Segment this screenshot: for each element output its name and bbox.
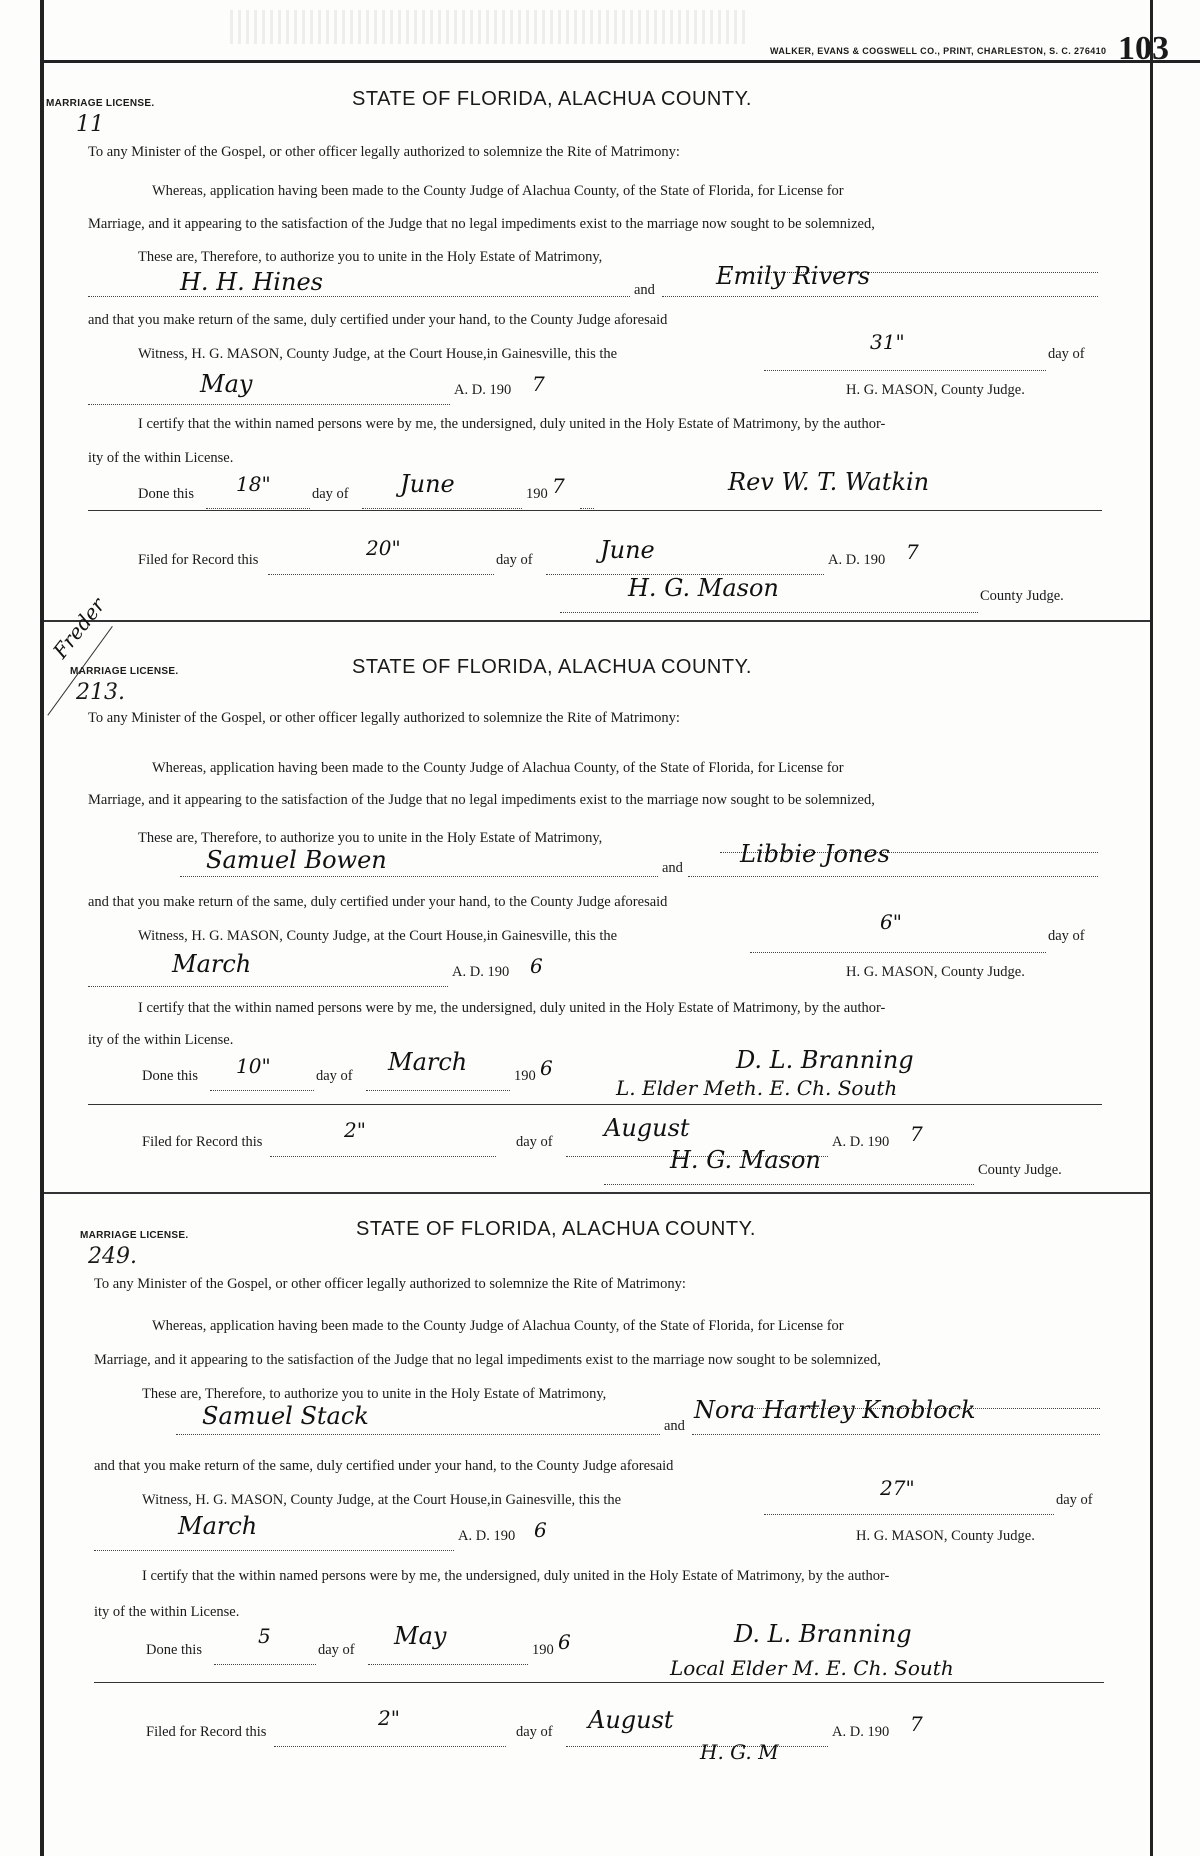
license-number: 213. bbox=[76, 680, 125, 705]
salutation: To any Minister of the Gospel, or other officer legally authorized to solemnize the Rite of Matrimony: bbox=[94, 1276, 686, 1292]
bride-name: Libbie Jones bbox=[740, 840, 890, 868]
done-year: 7 bbox=[552, 474, 565, 498]
witness-line: Witness, H. G. MASON, County Judge, at the Court House,in Gainesville, this the bbox=[138, 346, 618, 362]
printer-imprint: WALKER, EVANS & COGSWELL CO., PRINT, CHARLESTON, S. C. 276410 bbox=[770, 46, 1107, 56]
done-year: 6 bbox=[558, 1630, 571, 1654]
done-month-line bbox=[368, 1644, 528, 1665]
certify-line-2: ity of the within License. bbox=[94, 1604, 240, 1620]
and-label: and bbox=[662, 860, 683, 876]
license-label: MARRIAGE LICENSE. bbox=[46, 98, 155, 109]
witness-line: Witness, H. G. MASON, County Judge, at the Court House,in Gainesville, this the bbox=[142, 1492, 622, 1508]
witness-day: 6" bbox=[880, 910, 902, 934]
license-label: MARRIAGE LICENSE. bbox=[80, 1230, 189, 1241]
officiant-signature: D. L. Branning bbox=[734, 1620, 912, 1648]
header-rule bbox=[40, 60, 1200, 63]
filed-month: June bbox=[600, 536, 655, 564]
filed-day-of-label: day of bbox=[516, 1724, 553, 1740]
state-title: STATE OF FLORIDA, ALACHUA COUNTY. bbox=[352, 656, 752, 678]
left-border bbox=[40, 0, 44, 1856]
scan-noise bbox=[230, 10, 750, 44]
right-border bbox=[1150, 0, 1153, 1856]
return-line: and that you make return of the same, duly certified under your hand, to the County Judge aforesaid bbox=[88, 894, 668, 910]
done-year-label: 190 bbox=[532, 1642, 554, 1658]
ad-label: A. D. 190 bbox=[458, 1528, 516, 1544]
done-year-label: 190 bbox=[514, 1068, 536, 1084]
officiant-signature: D. L. Branning bbox=[736, 1046, 914, 1074]
ad-label: A. D. 190 bbox=[452, 964, 510, 980]
done-day: 5 bbox=[258, 1624, 271, 1648]
margin-note: Freder bbox=[48, 593, 110, 663]
filed-signature: H. G. Mason bbox=[670, 1146, 821, 1174]
filed-day: 2" bbox=[344, 1118, 366, 1142]
filed-ad-label: A. D. 190 bbox=[828, 552, 886, 568]
day-of-label: day of bbox=[1056, 1492, 1093, 1508]
and-label: and bbox=[664, 1418, 685, 1434]
certify-line-1: I certify that the within named persons were by me, the undersigned, duly united in the Holy Estate of Matrimony, by the author- bbox=[138, 1000, 886, 1016]
certify-line-1: I certify that the within named persons were by me, the undersigned, duly united in the Holy Estate of Matrimony, by the author- bbox=[142, 1568, 890, 1584]
therefore-line: These are, Therefore, to authorize you to unite in the Holy Estate of Matrimony, bbox=[138, 249, 603, 265]
groom-line bbox=[88, 276, 630, 297]
filed-day: 20" bbox=[366, 536, 401, 560]
officiant-signature: Rev W. T. Watkin bbox=[728, 468, 930, 496]
therefore-line: These are, Therefore, to authorize you to unite in the Holy Estate of Matrimony, bbox=[138, 830, 603, 846]
salutation: To any Minister of the Gospel, or other officer legally authorized to solemnize the Rite of Matrimony: bbox=[88, 710, 680, 726]
filed-signature: H. G. Mason bbox=[628, 574, 779, 602]
done-rule bbox=[88, 510, 1102, 511]
filed-day-line bbox=[270, 1136, 496, 1157]
done-month: March bbox=[388, 1048, 468, 1076]
done-day: 18" bbox=[236, 472, 271, 496]
county-judge-printed: H. G. MASON, County Judge. bbox=[846, 382, 1025, 398]
witness-month-line bbox=[88, 384, 450, 405]
witness-day-line bbox=[764, 350, 1046, 371]
therefore-line: These are, Therefore, to authorize you to unite in the Holy Estate of Matrimony, bbox=[142, 1386, 607, 1402]
filed-label: Filed for Record this bbox=[142, 1134, 263, 1150]
page-number: 103 bbox=[1118, 30, 1169, 67]
filed-month-line bbox=[546, 554, 824, 575]
bride-name: Emily Rivers bbox=[716, 262, 871, 290]
license-number: 249. bbox=[88, 1244, 137, 1269]
whereas-line-1: Whereas, application having been made to the County Judge of Alachua County, of the State of Florida, for License for bbox=[152, 183, 844, 199]
done-this-label: Done this bbox=[142, 1068, 198, 1084]
whereas-line-2: Marriage, and it appearing to the satisfaction of the Judge that no legal impediments exist to the marriage now sought to be solemnized, bbox=[88, 216, 875, 232]
license-label: MARRIAGE LICENSE. bbox=[70, 666, 179, 677]
witness-month-line bbox=[88, 966, 448, 987]
whereas-line-2: Marriage, and it appearing to the satisfaction of the Judge that no legal impediments exist to the marriage now sought to be solemnized, bbox=[88, 792, 875, 808]
witness-month: May bbox=[200, 370, 253, 398]
done-month: June bbox=[400, 470, 455, 498]
salutation: To any Minister of the Gospel, or other officer legally authorized to solemnize the Rite of Matrimony: bbox=[88, 144, 680, 160]
state-title: STATE OF FLORIDA, ALACHUA COUNTY. bbox=[352, 88, 752, 110]
witness-day: 31" bbox=[870, 330, 905, 354]
certify-line-1: I certify that the within named persons were by me, the undersigned, duly united in the Holy Estate of Matrimony, by the author- bbox=[138, 416, 886, 432]
done-year-label: 190 bbox=[526, 486, 548, 502]
county-judge-label: County Judge. bbox=[978, 1162, 1062, 1178]
filed-year: 7 bbox=[910, 1712, 923, 1736]
license-number: 11 bbox=[76, 112, 104, 137]
officiant-title: L. Elder Meth. E. Ch. South bbox=[616, 1076, 898, 1100]
filed-month: August bbox=[604, 1114, 690, 1142]
officiant-title: Local Elder M. E. Ch. South bbox=[670, 1656, 954, 1680]
groom-name: H. H. Hines bbox=[180, 268, 323, 296]
witness-day-line bbox=[750, 932, 1046, 953]
witness-year: 7 bbox=[532, 372, 545, 396]
filed-year: 7 bbox=[906, 540, 919, 564]
done-rule bbox=[94, 1682, 1104, 1683]
filed-day-of-label: day of bbox=[516, 1134, 553, 1150]
witness-line: Witness, H. G. MASON, County Judge, at the Court House,in Gainesville, this the bbox=[138, 928, 618, 944]
witness-month: March bbox=[178, 1512, 258, 1540]
done-rule bbox=[88, 1104, 1102, 1105]
witness-month-line bbox=[94, 1530, 454, 1551]
whereas-line-1: Whereas, application having been made to the County Judge of Alachua County, of the State of Florida, for License for bbox=[152, 760, 844, 776]
done-this-label: Done this bbox=[138, 486, 194, 502]
witness-day: 27" bbox=[880, 1476, 915, 1500]
filed-ad-label: A. D. 190 bbox=[832, 1724, 890, 1740]
state-title: STATE OF FLORIDA, ALACHUA COUNTY. bbox=[356, 1218, 756, 1240]
day-of-label: day of bbox=[1048, 346, 1085, 362]
filed-signature: H. G. M bbox=[700, 1740, 779, 1764]
done-day-of-label: day of bbox=[312, 486, 349, 502]
groom-name: Samuel Stack bbox=[202, 1402, 369, 1430]
entry-separator bbox=[44, 1192, 1150, 1194]
whereas-line-1: Whereas, application having been made to the County Judge of Alachua County, of the State of Florida, for License for bbox=[152, 1318, 844, 1334]
return-line: and that you make return of the same, duly certified under your hand, to the County Judge aforesaid bbox=[94, 1458, 674, 1474]
filed-ad-label: A. D. 190 bbox=[832, 1134, 890, 1150]
filed-day-of-label: day of bbox=[496, 552, 533, 568]
certify-line-2: ity of the within License. bbox=[88, 450, 234, 466]
entry-separator bbox=[44, 620, 1150, 622]
done-month: May bbox=[394, 1622, 447, 1650]
county-judge-printed: H. G. MASON, County Judge. bbox=[846, 964, 1025, 980]
county-judge-label: County Judge. bbox=[980, 588, 1064, 604]
return-line: and that you make return of the same, duly certified under your hand, to the County Judge aforesaid bbox=[88, 312, 668, 328]
witness-month: March bbox=[172, 950, 252, 978]
filed-label: Filed for Record this bbox=[146, 1724, 267, 1740]
witness-year: 6 bbox=[534, 1518, 547, 1542]
done-day: 10" bbox=[236, 1054, 271, 1078]
certify-line-2: ity of the within License. bbox=[88, 1032, 234, 1048]
county-judge-printed: H. G. MASON, County Judge. bbox=[856, 1528, 1035, 1544]
done-day-of-label: day of bbox=[318, 1642, 355, 1658]
done-day-of-label: day of bbox=[316, 1068, 353, 1084]
groom-name: Samuel Bowen bbox=[206, 846, 387, 874]
and-label: and bbox=[634, 282, 655, 298]
filed-month: August bbox=[588, 1706, 674, 1734]
filed-day: 2" bbox=[378, 1706, 400, 1730]
filed-label: Filed for Record this bbox=[138, 552, 259, 568]
done-year-line bbox=[580, 488, 594, 509]
witness-year: 6 bbox=[530, 954, 543, 978]
bride-name: Nora Hartley Knoblock bbox=[694, 1396, 976, 1424]
done-this-label: Done this bbox=[146, 1642, 202, 1658]
whereas-line-2: Marriage, and it appearing to the satisfaction of the Judge that no legal impediments exist to the marriage now sought to be solemnized, bbox=[94, 1352, 881, 1368]
filed-year: 7 bbox=[910, 1122, 923, 1146]
ad-label: A. D. 190 bbox=[454, 382, 512, 398]
day-of-label: day of bbox=[1048, 928, 1085, 944]
done-year: 6 bbox=[540, 1056, 553, 1080]
